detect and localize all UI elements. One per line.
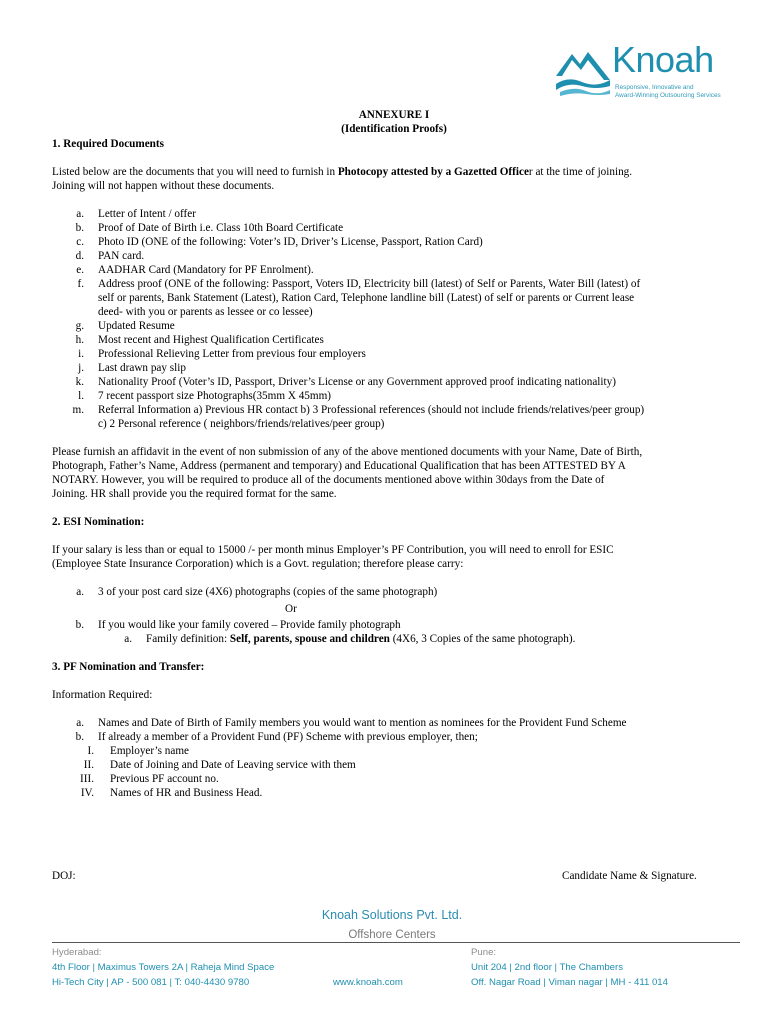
section-heading-pf-nomination: 3. PF Nomination and Transfer: xyxy=(52,661,205,673)
footer-company-name: Knoah Solutions Pvt. Ltd. xyxy=(321,908,463,922)
document-page: Knoah Responsive, Innovative and Award-Winning Outsourcing Services ANNEXURE I (Identification Proofs) 1. Required Documents Listed below are the documents that you will need to furnish in Photocopy attested by a Gazetted Officer at the time of joining. Joining will not happen without these documents. a. Letter of Intent / offer b. Proof of Date of Birth i.e. Class 10th Board Certificate c. Photo ID (ONE of the following: Voter’s ID, Driver’s License, Passport, Ration Card) d. PAN card. e. AADHAR Card (Mandatory for PF Enrolment). f. Address proof (ONE of the following: Passport, Voters ID, Electricity bill (latest) of Self or Parents, Water Bill (latest) of self or parents, Bank Statement (Latest), Ration Card, Telephone landline bill (Latest) of self or parents or Current lease deed- with you or parents as lessee or co lessee) g. Updated Resume h. Most recent and Highest Qualification Certificates i. Professional Relieving Letter from previous four employers j. Last drawn pay slip k. Nationality Proof (Voter’s ID, Passport, Driver’s License or any Government approved proof indicating nationality) l. 7 recent passport size Photographs(35mm X 45mm) m. Referral Information a) Previous HR contact b) 3 Professional references (should not include friends/relatives/peer group) c) 2 Personal reference ( neighbors/friends/relatives/peer group) Please furnish an affidavit in the event of non submission of any of the above mentioned documents with your Name, Date of Birth, Photograph, Father’s Name, Address (permanent and temporary) and Educational Qualification that has been ATTESTED BY A NOTARY. However, you will be required to produce all of the documents mentioned above within 30days from the Date of Joining. HR shall provide you the required format for the same. 2. ESI Nomination: If your salary is less than or equal to 15000 /- per month minus Employer’s PF Contribution, you will need to enroll for ESIC (Employee State Insurance Corporation) which is a Govt. regulation; therefore please carry: a. 3 of your post card size (4X6) photographs (copies of the same photograph) Or b. If you would like your family covered – Provide family photograph a. Family definition: Self, parents, spouse and children (4X6, 3 Copies of the same photograph). 3. PF Nomination and Transfer: Information Required: a. Names and Date of Birth of Family members you would want to mention as nominees for the Provident Fund Scheme b. If already a member of a Provident Fund (PF) Scheme with previous employer, then; I. Employer’s name II. Date of Joining and Date of Leaving service with them III. Previous PF account no. IV. Names of HR and Business Head. DOJ: Candidate Name & Signature. Knoah Solutions Pvt. Ltd. Offshore Centers Hyderabad: 4th Floor | Maximus Towers 2A | Raheja Mind Space Hi-Tech City | AP - 500 081 | T: 040-4430 9780 www.knoah.com Pune: Unit 204 | 2nd floor | The Chambers Off. Nagar Road | Viman nagar | MH - 411 014 xyxy=(0,0,768,1024)
esi-item-a: 3 of your post card size (4X6) photographs (copies of the same photograph) xyxy=(98,586,438,598)
doj-label: DOJ: xyxy=(52,870,76,882)
esi-item-b: If you would like your family covered – Provide family photograph xyxy=(98,619,401,631)
list-item: Address proof (ONE of the following: Passport, Voters ID, Electricity bill (latest) of Self or Parents, Water Bill (latest) of xyxy=(98,278,641,290)
pf-info-required: Information Required: xyxy=(52,689,153,701)
intro-line-2: Joining will not happen without these documents. xyxy=(52,180,275,192)
pf-roman-item: Employer’s name xyxy=(110,745,190,757)
list-item-continuation: deed- with you or parents as lessee or co lessee) xyxy=(98,306,313,318)
esi-text-line-1: If your salary is less than or equal to 15000 /- per month minus Employer’s PF Contribution, you will need to enroll for ESIC xyxy=(52,544,614,556)
footer-hyderabad-address-1: 4th Floor | Maximus Towers 2A | Raheja Mind Space xyxy=(52,962,275,973)
esi-text-line-2: (Employee State Insurance Corporation) which is a Govt. regulation; therefore please carry: xyxy=(52,558,464,570)
pf-roman-item: Previous PF account no. xyxy=(110,773,219,785)
list-item-continuation: c) 2 Personal reference ( neighbors/friends/relatives/peer group) xyxy=(98,418,385,430)
pf-roman-item: Date of Joining and Date of Leaving service with them xyxy=(110,759,356,771)
esi-family-definition: Family definition: Self, parents, spouse and children (4X6, 3 Copies of the same photograph). xyxy=(146,633,576,645)
section-heading-esi-nomination: 2. ESI Nomination: xyxy=(52,516,145,528)
footer-pune-label: Pune: xyxy=(471,947,497,958)
list-item: PAN card. xyxy=(98,250,145,262)
list-item: Last drawn pay slip xyxy=(98,362,186,374)
intro-line-1: Listed below are the documents that you will need to furnish in Photocopy attested by a Gazetted Officer at the time of joining. xyxy=(52,166,633,178)
knoah-wave-mountain-icon xyxy=(554,46,612,96)
footer-website-link[interactable]: www.knoah.com xyxy=(333,977,403,988)
list-item: Nationality Proof (Voter’s ID, Passport, Driver’s License or any Government approved proof indicating nationality) xyxy=(98,376,616,388)
list-item: Professional Relieving Letter from previous four employers xyxy=(98,348,366,360)
list-item: 7 recent passport size Photographs(35mm X 45mm) xyxy=(98,390,332,402)
list-item: Updated Resume xyxy=(98,320,175,332)
list-item-continuation: self or parents, Bank Statement (Latest), Ration Card, Telephone landline bill (Latest) of self or parents or Current lease xyxy=(98,292,635,304)
pf-item-a: Names and Date of Birth of Family members you would want to mention as nominees for the Provident Fund Scheme xyxy=(98,717,627,729)
list-item: Referral Information a) Previous HR contact b) 3 Professional references (should not include friends/relatives/peer group) xyxy=(98,404,645,416)
esi-or: Or xyxy=(285,603,297,615)
page-subtitle: (Identification Proofs) xyxy=(341,123,447,135)
footer-divider xyxy=(52,942,740,943)
list-item: AADHAR Card (Mandatory for PF Enrolment). xyxy=(98,264,314,276)
logo-tagline: Responsive, Innovative and Award-Winning Outsourcing Services xyxy=(615,84,721,99)
pf-roman-item: Names of HR and Business Head. xyxy=(110,787,263,799)
footer-offshore-centers: Offshore Centers xyxy=(348,929,436,941)
logo-wordmark: Knoah xyxy=(612,39,714,80)
knoah-logo xyxy=(554,39,744,106)
section-heading-required-documents: 1. Required Documents xyxy=(52,138,164,150)
page-title: ANNEXURE I xyxy=(358,109,430,121)
list-item: Most recent and Highest Qualification Certificates xyxy=(98,334,324,346)
list-item: Photo ID (ONE of the following: Voter’s ID, Driver’s License, Passport, Ration Card) xyxy=(98,236,483,248)
footer-hyderabad-address-2: Hi-Tech City | AP - 500 081 | T: 040-4430 9780 xyxy=(52,977,250,988)
list-item: Proof of Date of Birth i.e. Class 10th Board Certificate xyxy=(98,222,344,234)
list-item: Letter of Intent / offer xyxy=(98,208,196,220)
footer-pune-address-1: Unit 204 | 2nd floor | The Chambers xyxy=(471,962,623,973)
pf-item-b: If already a member of a Provident Fund (PF) Scheme with previous employer, then; xyxy=(98,731,478,743)
candidate-signature-label: Candidate Name & Signature. xyxy=(562,870,697,882)
footer-hyderabad-label: Hyderabad: xyxy=(52,947,102,958)
footer-pune-address-2: Off. Nagar Road | Viman nagar | MH - 411 014 xyxy=(471,977,668,988)
